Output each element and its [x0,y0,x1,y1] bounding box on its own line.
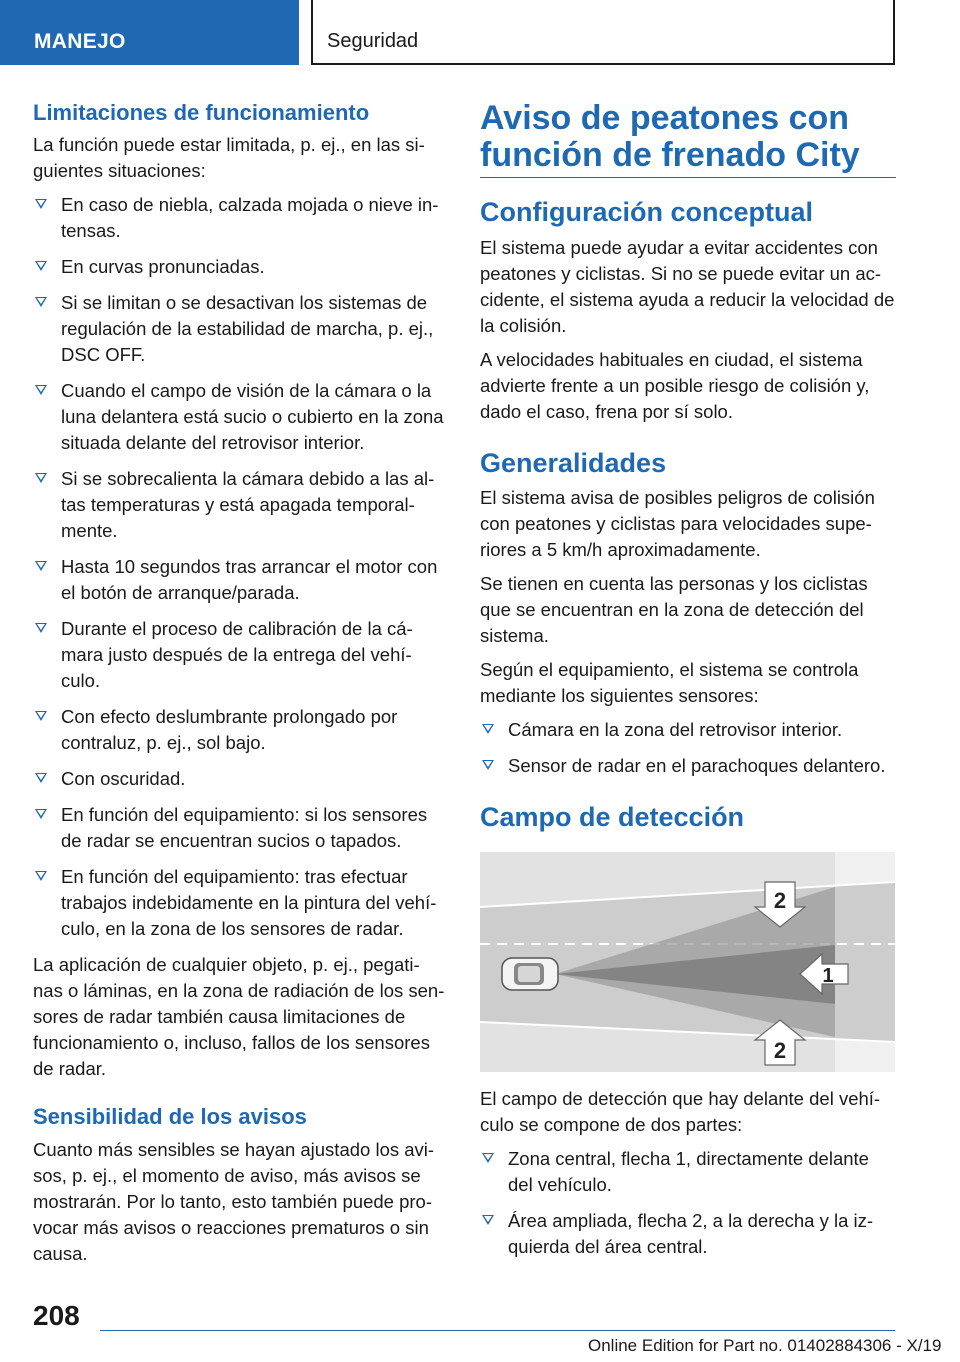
header-topic-label: Seguridad [327,30,419,52]
bullet-triangle-icon [35,773,47,783]
list-item: Sensor de radar en el parachoques delantero. [480,753,896,779]
list-item: Hasta 10 segundos tras arrancar el motor con el botón de arranque/parada. [33,554,449,606]
header-topic-box [311,0,895,65]
bullet-triangle-icon [35,623,47,633]
list-item: En función del equipamiento: tras efectuar trabajos indebidamente en la pintura del vehí-culo, en la zona de los sensores de radar. [33,864,449,942]
car-icon [502,958,558,990]
bullet-triangle-icon [35,385,47,395]
config-paragraph-2: A velocidades habituales en ciudad, el sistema advierte frente a un posible riesgo de colisión y, dado el caso, frena por sí solo. [480,348,870,422]
generalidades-heading: Generalidades [480,447,667,478]
list-item: Si se sobrecalienta la cámara debido a las al-tas temperaturas y está apagada temporal-mente. [33,466,449,544]
bullet-triangle-icon [482,724,494,734]
bullet-triangle-icon [35,809,47,819]
sensibilidad-text: Cuanto más sensibles se hayan ajustado los avi-sos, p. ej., el momento de aviso, más avisos se mostrarán. Por lo tanto, esto también puede pro-vocar más avisos o reacciones prematuros o sin causa. [33,1138,435,1264]
generalidades-paragraph-2: Se tienen en cuenta las personas y los ciclistas que se encuentran en la zona de detección del sistema. [480,573,868,647]
config-paragraph-1: El sistema puede ayudar a evitar accidentes con peatones y ciclistas. Si no se puede evitar un ac-cidente, el sistema ayuda a reducir la velocidad de la colisión. [480,236,895,336]
sensores-list [480,717,896,779]
arrow-2-bottom-label: 2 [773,1037,787,1063]
list-item: Con oscuridad. [33,766,449,792]
footer-edition-text: Online Edition for Part no. 01402884306 - X/19 [588,1336,942,1355]
header-section-label: MANEJO [34,30,126,53]
bullet-triangle-icon [35,561,47,571]
bullet-triangle-icon [35,199,47,209]
generalidades-paragraph-1: El sistema avisa de posibles peligros de colisión con peatones y ciclistas para velocidades supe-riores a 5 km/h aproximadamente. [480,487,875,561]
bullet-triangle-icon [35,871,47,881]
list-item: Con efecto deslumbrante prolongado por contraluz, p. ej., sol bajo. [33,704,449,756]
campo-paragraph: El campo de detección que hay delante del vehí-culo se compone de dos partes: [480,1087,881,1135]
header-section-tab [0,0,299,65]
limitaciones-intro: La función puede estar limitada, p. ej., en las si-guientes situaciones: [33,134,425,182]
bullet-triangle-icon [35,297,47,307]
bullet-triangle-icon [35,473,47,483]
arrow-2-top-label: 2 [773,887,787,913]
campo-list [480,1146,896,1260]
left-column [33,100,449,1275]
page-number: 208 [33,1300,80,1331]
limitaciones-list [33,192,449,942]
list-item: Cámara en la zona del retrovisor interior. [480,717,896,743]
limitaciones-after-text: La aplicación de cualquier objeto, p. ej., pegati-nas o láminas, en la zona de radiación de los sen-sores de radar también causa limitaciones de funcionamiento o, incluso, fallos de los sensores de radar. [33,954,445,1080]
list-item: Zona central, flecha 1, directamente delante del vehículo. [480,1146,896,1198]
list-item: En caso de niebla, calzada mojada o nieve in-tensas. [33,192,449,244]
config-heading: Configuración conceptual [480,197,814,228]
bullet-triangle-icon [482,1153,494,1163]
list-item: Durante el proceso de calibración de la cá-mara justo después de la entrega del vehí-culo. [33,616,449,694]
right-column [480,100,896,1270]
list-item: Cuando el campo de visión de la cámara o la luna delantera está sucio o cubierto en la zona situada delante del retrovisor interior. [33,378,449,456]
main-title: Aviso de peatones con función de frenado City [480,99,860,174]
list-item: Si se limitan o se desactivan los sistemas de regulación de la estabilidad de marcha, p. ej., DSC OFF. [33,290,449,368]
bullet-triangle-icon [35,711,47,721]
bullet-triangle-icon [482,1215,494,1225]
list-item: En función del equipamiento: si los sensores de radar se encuentran sucios o tapados. [33,802,449,854]
bullet-triangle-icon [482,760,494,770]
generalidades-paragraph-3: Según el equipamiento, el sistema se controla mediante los siguientes sensores: [480,659,859,707]
limitaciones-heading: Limitaciones de funcionamiento [33,100,370,125]
campo-heading: Campo de detección [480,802,745,833]
main-title-block [480,100,896,178]
sensibilidad-heading: Sensibilidad de los avisos [33,1104,307,1130]
detection-field-diagram [480,852,895,1072]
footer-divider [100,1330,895,1331]
list-item: En curvas pronunciadas. [33,254,449,280]
list-item: Área ampliada, flecha 2, a la derecha y la iz-quierda del área central. [480,1208,896,1260]
arrow-1-center-label: 1 [822,964,834,987]
bullet-triangle-icon [35,261,47,271]
